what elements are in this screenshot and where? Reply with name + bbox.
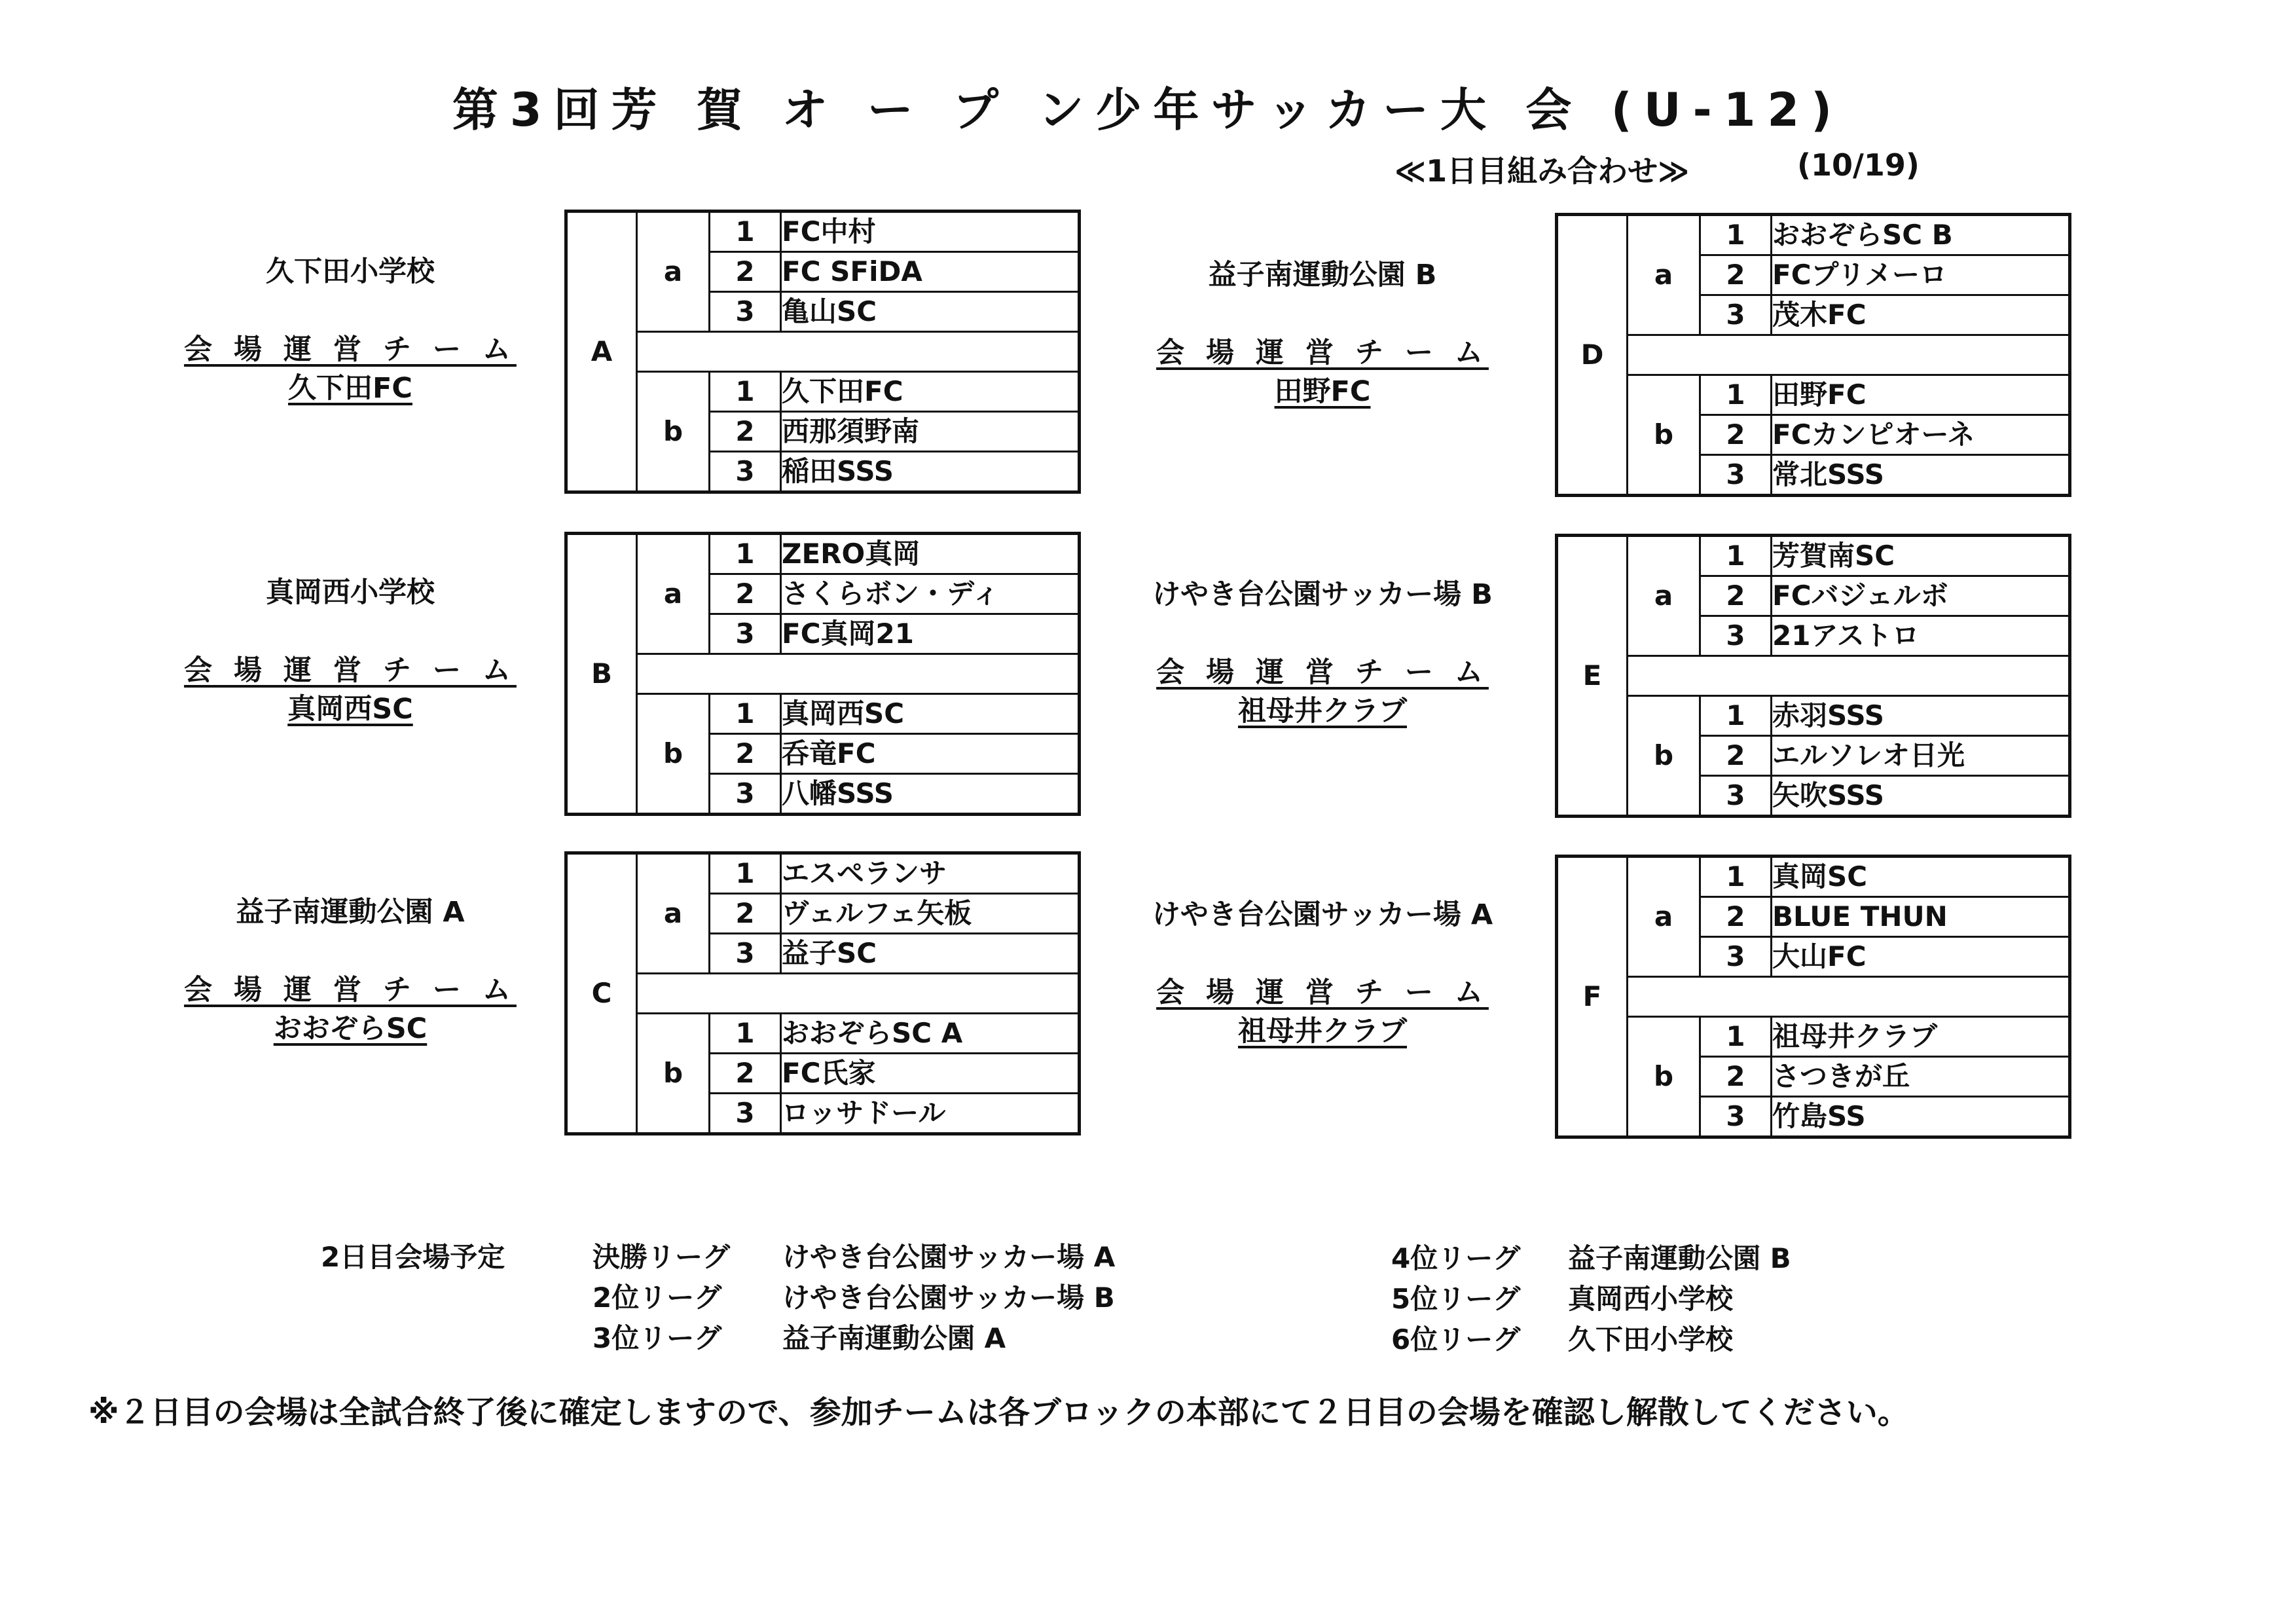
subgroup-label: a [1628,857,1700,977]
rank-cell: 3 [710,614,781,654]
team-cell: エスペランサ [781,853,1080,894]
subgroup-label: b [637,1014,710,1134]
rank-cell: 2 [1700,897,1772,937]
team-cell: FCプリメーロ [1772,255,2070,295]
rank-cell: 1 [1700,696,1772,736]
team-cell: 久下田FC [781,372,1080,412]
rank-cell: 3 [1700,937,1772,977]
venue-name: 真岡西小学校 [266,576,435,609]
team-cell: 茂木FC [1772,295,2070,335]
venue-block-c [134,893,566,1048]
rank-cell: 1 [1700,215,1772,255]
operating-team-label: 会 場 運 営 チ ー ム [1156,337,1489,369]
venue-block-a [134,252,566,408]
document-date: (10/19) [1797,147,1920,183]
rank-cell: 2 [1700,736,1772,776]
schedule-heading: 2日目会場予定 [321,1241,505,1273]
subgroup-label: a [1628,215,1700,335]
venue-name: けやき台公園サッカー場 B [1152,578,1493,611]
operating-team: 田野FC [1274,375,1371,408]
team-cell: FC氏家 [781,1054,1080,1094]
rank-cell: 2 [1700,576,1772,616]
rank-cell: 2 [1700,1057,1772,1097]
schedule-league: 決勝リーグ [592,1241,731,1273]
venue-name: 益子南運動公園 A [236,896,465,929]
subgroup-label: a [1628,536,1700,656]
team-cell: BLUE THUN [1772,897,2070,937]
rank-cell: 3 [1700,295,1772,335]
team-cell: おおぞらSC A [781,1014,1080,1054]
group-table-d [1555,213,2071,497]
schedule-venue: けやき台公園サッカー場 B [782,1282,1115,1314]
team-cell: 21アストロ [1772,616,2070,656]
operating-team: おおぞらSC [273,1012,428,1045]
team-cell: さつきが丘 [1772,1057,2070,1097]
team-cell: 赤羽SSS [1772,696,2070,736]
team-cell: 真岡SC [1772,857,2070,897]
group-table-a [564,210,1081,494]
team-cell: FC真岡21 [781,614,1080,654]
schedule-venue: けやき台公園サッカー場 A [782,1241,1116,1273]
spacer-row [1628,656,2070,696]
schedule-venue: 益子南運動公園 B [1568,1242,1791,1274]
group-table-e [1555,534,2071,818]
rank-cell: 2 [710,734,781,774]
rank-cell: 1 [710,853,781,894]
venue-block-b [134,573,566,729]
schedule-league: 3位リーグ [592,1322,722,1354]
venue-name: 益子南運動公園 B [1208,259,1437,291]
team-cell: ロッサドール [781,1094,1080,1134]
rank-cell: 1 [710,372,781,412]
team-cell: 益子SC [781,934,1080,974]
rank-cell: 2 [710,1054,781,1094]
rank-cell: 2 [1700,415,1772,455]
group-label: C [566,853,637,1134]
schedule-league: 5位リーグ [1391,1283,1521,1315]
operating-team-label: 会 場 運 営 チ ー ム [184,974,517,1006]
team-cell: FC SFiDA [781,252,1080,292]
rank-cell: 3 [710,452,781,492]
team-cell: 呑竜FC [781,734,1080,774]
group-label: D [1557,215,1628,496]
subgroup-label: b [1628,696,1700,817]
rank-cell: 3 [1700,616,1772,656]
rank-cell: 1 [710,534,781,574]
rank-cell: 1 [1700,536,1772,576]
rank-cell: 2 [710,894,781,934]
team-cell: さくらボン・ディ [781,574,1080,614]
operating-team-label: 会 場 運 営 チ ー ム [1156,976,1489,1009]
operating-team: 祖母井クラブ [1238,1015,1407,1048]
spacer-row [637,654,1080,694]
schedule-venue: 久下田小学校 [1568,1323,1734,1356]
operating-team-label: 会 場 運 営 チ ー ム [1156,656,1489,689]
group-label: A [566,212,637,492]
team-cell: エルソレオ日光 [1772,736,2070,776]
team-cell: 真岡西SC [781,694,1080,734]
operating-team-label: 会 場 運 営 チ ー ム [184,654,517,687]
team-cell: おおぞらSC B [1772,215,2070,255]
operating-team-label: 会 場 運 営 チ ー ム [184,333,517,366]
spacer-row [637,974,1080,1014]
group-table-f [1555,855,2071,1139]
team-cell: FCカンピオーネ [1772,415,2070,455]
team-cell: 西那須野南 [781,412,1080,452]
venue-name: 久下田小学校 [266,255,435,288]
team-cell: 祖母井クラブ [1772,1017,2070,1057]
team-cell: 矢吹SSS [1772,776,2070,817]
rank-cell: 3 [1700,1097,1772,1137]
subgroup-label: b [637,372,710,492]
team-cell: ヴェルフェ矢板 [781,894,1080,934]
schedule-league: 6位リーグ [1391,1323,1521,1356]
venue-name: けやき台公園サッカー場 A [1152,898,1493,931]
venue-block-d [1106,255,1539,411]
schedule-league: 4位リーグ [1391,1242,1521,1274]
rank-cell: 1 [1700,857,1772,897]
team-cell: 亀山SC [781,292,1080,332]
operating-team: 祖母井クラブ [1238,695,1407,728]
team-cell: FC中村 [781,212,1080,252]
rank-cell: 3 [710,1094,781,1134]
team-cell: 芳賀南SC [1772,536,2070,576]
team-cell: 竹島SS [1772,1097,2070,1137]
rank-cell: 3 [710,934,781,974]
rank-cell: 3 [1700,455,1772,496]
subgroup-label: a [637,853,710,974]
subgroup-label: b [637,694,710,815]
group-label: B [566,534,637,815]
rank-cell: 2 [710,252,781,292]
rank-cell: 1 [710,694,781,734]
group-table-c [564,851,1081,1135]
team-cell: 大山FC [1772,937,2070,977]
subgroup-label: b [1628,1017,1700,1137]
rank-cell: 3 [710,292,781,332]
team-cell: FCバジェルボ [1772,576,2070,616]
rank-cell: 2 [710,412,781,452]
schedule-venue: 真岡西小学校 [1568,1283,1734,1315]
team-cell: ZERO真岡 [781,534,1080,574]
document-subtitle: ≪1日目組み合わせ≫ [1394,153,1690,189]
rank-cell: 1 [1700,375,1772,415]
group-label: F [1557,857,1628,1137]
group-label: E [1557,536,1628,817]
rank-cell: 3 [1700,776,1772,817]
team-cell: 稲田SSS [781,452,1080,492]
spacer-row [1628,335,2070,375]
rank-cell: 2 [1700,255,1772,295]
subgroup-label: a [637,534,710,654]
rank-cell: 1 [1700,1017,1772,1057]
schedule-league: 2位リーグ [592,1282,722,1314]
operating-team: 真岡西SC [287,693,413,726]
group-table-b [564,532,1081,816]
rank-cell: 2 [710,574,781,614]
footer-note: ※２日目の会場は全試合終了後に確定しますので、参加チームは各ブロックの本部にて２日目の会場を確認し解散してください。 [88,1394,1909,1431]
rank-cell: 1 [710,212,781,252]
rank-cell: 1 [710,1014,781,1054]
venue-block-e [1106,575,1539,731]
spacer-row [1628,977,2070,1017]
subgroup-label: b [1628,375,1700,496]
team-cell: 常北SSS [1772,455,2070,496]
subgroup-label: a [637,212,710,332]
venue-block-f [1106,895,1539,1051]
schedule-venue: 益子南運動公園 A [782,1322,1006,1354]
document-title: 第3回芳 賀 オ ー プ ン少年サッカー大 会 (U-12) [452,83,1844,137]
operating-team: 久下田FC [288,372,412,405]
team-cell: 田野FC [1772,375,2070,415]
spacer-row [637,332,1080,372]
rank-cell: 3 [710,774,781,815]
team-cell: 八幡SSS [781,774,1080,815]
